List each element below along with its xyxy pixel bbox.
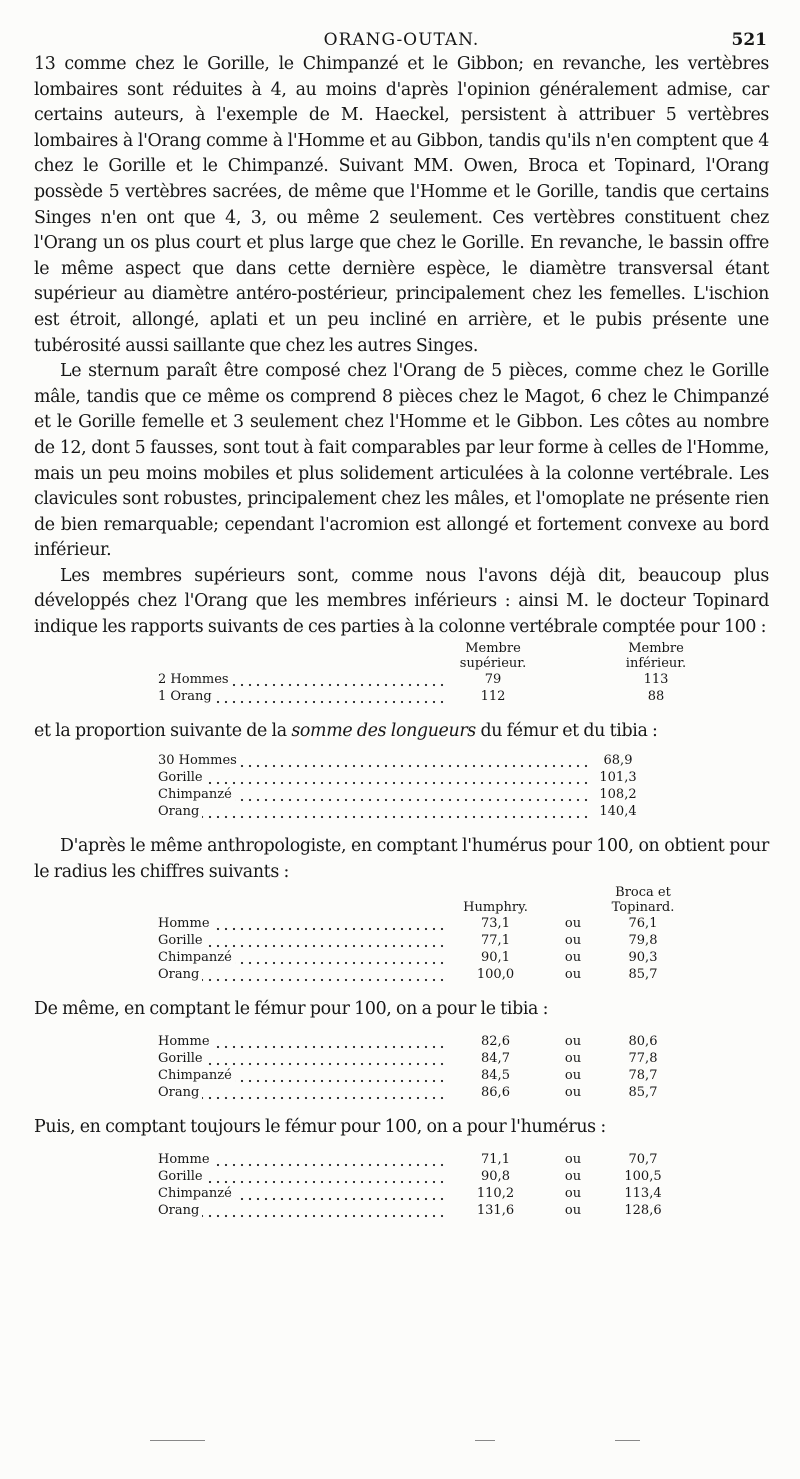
row-label: Homme xyxy=(158,1152,213,1167)
cell-value: 79,8 xyxy=(628,933,658,949)
cell-value: 79 xyxy=(484,671,502,687)
table-row xyxy=(158,949,683,966)
table-row xyxy=(158,688,706,705)
table-row xyxy=(158,1168,683,1185)
row-label: Gorille xyxy=(158,1169,206,1184)
cell-value: 78,7 xyxy=(628,1068,658,1084)
paragraph-humerus-radius: D'après le même anthropologiste, en comptant l'humérus pour 100, on obtient pour le radius les chiffres suivants : xyxy=(34,836,769,882)
paragraph-sternum: Le sternum paraît être composé chez l'Orang de 5 pièces, comme chez le Gorille mâle, tandis que ce même os comprend 8 pièces chez le Magot, 6 chez le Chimpanzé et le Gorille femelle et 3 seulement chez l'Homme et le Gibbon. Les côtes au nombre de 12, dont 5 fausses, sont tout à fait comparables par leur forme à celles de l'Homme, mais un peu moins mobiles et plus solidement articulées à la colonne vertébrale. Les clavicules sont robustes, principalement chez les mâles, et l'omoplate ne présente rien de bien remarquable; cependant l'acromion est allongé et fortement convexe au bord inférieur. xyxy=(34,361,769,561)
row-label: Orang xyxy=(158,1203,202,1218)
row-label: Chimpanzé xyxy=(158,1068,235,1083)
page-number: 521 xyxy=(731,30,767,50)
cell-value: 131,6 xyxy=(476,1202,515,1218)
cell-value: 85,7 xyxy=(628,1085,658,1101)
cell-value: 90,8 xyxy=(481,1168,510,1184)
cell-value: 140,4 xyxy=(599,804,637,820)
table-tibia xyxy=(158,1033,683,1101)
cell-ou: ou xyxy=(564,916,582,932)
row-label: Gorille xyxy=(158,770,206,785)
cell-ou: ou xyxy=(564,1051,582,1067)
table-header-row xyxy=(158,641,706,671)
row-label: Gorille xyxy=(158,933,206,948)
cell-ou: ou xyxy=(564,933,582,949)
row-label: Chimpanzé xyxy=(158,787,235,802)
cell-value: 71,1 xyxy=(481,1151,510,1167)
cell-value: 82,6 xyxy=(481,1034,510,1050)
column-header: Humphry. xyxy=(463,900,528,916)
cell-ou: ou xyxy=(564,1034,582,1050)
print-mark xyxy=(150,1440,205,1441)
row-label: 30 Hommes xyxy=(158,753,240,768)
table-row xyxy=(158,915,683,932)
table-row xyxy=(158,1185,683,1202)
bottom-print-marks xyxy=(150,1440,650,1444)
row-label: Chimpanzé xyxy=(158,1186,235,1201)
row-label: Orang xyxy=(158,804,202,819)
cell-value: 70,7 xyxy=(628,1151,658,1167)
table-row xyxy=(158,769,648,786)
cell-value: 80,6 xyxy=(628,1034,658,1050)
table-length-sum xyxy=(158,752,648,820)
row-label: Homme xyxy=(158,1034,213,1049)
print-mark xyxy=(475,1440,495,1441)
cell-value: 85,7 xyxy=(628,967,658,983)
column-header: Membre inférieur. xyxy=(625,640,687,671)
cell-ou: ou xyxy=(564,1151,582,1167)
table-row xyxy=(158,1202,683,1219)
row-label: Orang xyxy=(158,967,202,982)
table-row xyxy=(158,786,648,803)
cell-ou: ou xyxy=(564,1168,582,1184)
book-page xyxy=(34,22,769,1219)
cell-ou: ou xyxy=(564,1202,582,1218)
column-header: Membre supérieur. xyxy=(459,640,527,671)
cell-ou: ou xyxy=(564,1185,582,1201)
cell-value: 68,9 xyxy=(603,753,633,769)
cell-value: 86,6 xyxy=(481,1085,510,1101)
cell-value: 90,3 xyxy=(628,950,658,966)
cell-value: 112 xyxy=(480,688,506,704)
table-row xyxy=(158,803,648,820)
table-row xyxy=(158,932,683,949)
cell-value: 77,1 xyxy=(481,933,510,949)
cell-ou: ou xyxy=(564,950,582,966)
cell-value: 73,1 xyxy=(481,916,510,932)
paragraph-femur-tibia: De même, en comptant le fémur pour 100, on a pour le tibia : xyxy=(34,999,549,1020)
cell-value: 100,0 xyxy=(476,967,515,983)
paragraph-vertebrae: 13 comme chez le Gorille, le Chimpanzé et le Gibbon; en revanche, les vertèbres lombaires sont réduites à 4, au moins d'après l'opinion généralement admise, car certains auteurs, à l'exemple de M. Haeckel, persistent à attribuer 5 vertèbres lombaires à l'Orang comme à l'Homme et au Gibbon, tandis qu'ils n'en comptent que 4 chez le Gorille et le Chimpanzé. Suivant MM. Owen, Broca et Topinard, l'Orang possède 5 vertèbres sacrées, de même que l'Homme et le Gorille, tandis que certains Singes n'en ont que 4, 3, ou même 2 seulement. Ces vertèbres constituent chez l'Orang un os plus court et plus large que chez le Gorille. En revanche, le bassin offre le même aspect que dans cette dernière espèce, le diamètre transversal étant supérieur au diamètre antéro-postérieur, principalement chez les femelles. L'ischion est étroit, allongé, aplati et un peu incliné en arrière, et le pubis présente une tubérosité aussi saillante que chez les autres Singes. xyxy=(34,54,769,356)
cell-value: 100,5 xyxy=(624,1168,662,1184)
cell-value: 108,2 xyxy=(599,787,637,803)
table-row xyxy=(158,752,648,769)
cell-value: 110,2 xyxy=(476,1185,515,1201)
cell-value: 84,5 xyxy=(481,1068,510,1084)
row-label: Orang xyxy=(158,1085,202,1100)
table-humerus xyxy=(158,1151,683,1219)
cell-ou: ou xyxy=(564,1068,582,1084)
table-row xyxy=(158,1151,683,1168)
cell-value: 88 xyxy=(647,688,665,704)
cell-value: 90,1 xyxy=(481,950,510,966)
table-limb-ratios xyxy=(158,641,706,705)
cell-ou: ou xyxy=(564,967,582,983)
cell-value: 113 xyxy=(643,671,669,687)
row-label: Chimpanzé xyxy=(158,950,235,965)
table-row xyxy=(158,1067,683,1084)
running-header xyxy=(34,22,769,52)
table-header-row xyxy=(158,885,683,915)
paragraph-femur-humerus: Puis, en comptant toujours le fémur pour 100, on a pour l'humérus : xyxy=(34,1117,606,1138)
cell-value: 113,4 xyxy=(624,1185,662,1201)
table-row xyxy=(158,671,706,688)
paragraph-upper-limbs: Les membres supérieurs sont, comme nous l'avons déjà dit, beaucoup plus développés chez l'Orang que les membres inférieurs : ainsi M. le docteur Topinard indique les rapports suivants de ces parties à la colonne vertébrale comptée pour 100 : xyxy=(34,565,769,638)
row-label: Gorille xyxy=(158,1051,206,1066)
column-header: Broca et Topinard. xyxy=(611,885,675,916)
table-row xyxy=(158,1033,683,1050)
table-row xyxy=(158,966,683,983)
paragraph-femur-tibia-sum: et la proportion suivante de la somme des longueurs du fémur et du tibia : xyxy=(34,720,658,741)
row-label: 1 Orang xyxy=(158,689,215,704)
cell-value: 128,6 xyxy=(624,1202,662,1218)
cell-value: 84,7 xyxy=(481,1051,510,1067)
table-row xyxy=(158,1050,683,1067)
table-row xyxy=(158,1084,683,1101)
print-mark xyxy=(615,1440,640,1441)
cell-value: 76,1 xyxy=(628,916,658,932)
row-label: Homme xyxy=(158,916,213,931)
table-radius xyxy=(158,885,683,983)
cell-value: 101,3 xyxy=(599,770,637,786)
row-label: 2 Hommes xyxy=(158,672,232,687)
running-title: ORANG-OUTAN. xyxy=(323,30,480,50)
cell-value: 77,8 xyxy=(628,1051,658,1067)
cell-ou: ou xyxy=(564,1085,582,1101)
